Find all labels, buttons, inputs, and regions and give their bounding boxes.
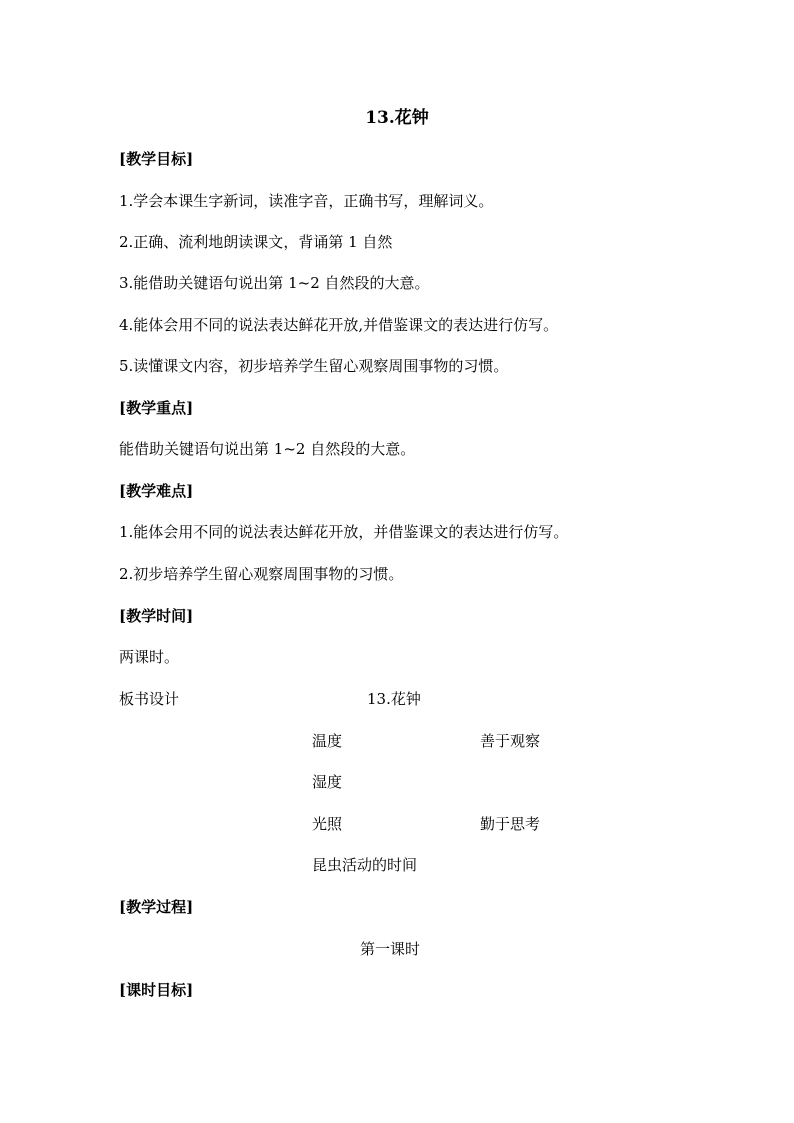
board-left-item: 湿度 bbox=[312, 773, 343, 791]
key-points-heading: [教学重点] bbox=[119, 399, 194, 417]
document-title: 13.花钟 bbox=[365, 108, 429, 128]
board-left-item: 温度 bbox=[312, 732, 343, 750]
lesson-objectives-heading: [课时目标] bbox=[119, 981, 194, 999]
process-heading: [教学过程] bbox=[119, 898, 194, 916]
board-left-item: 光照 bbox=[312, 815, 343, 833]
board-title: 13.花钟 bbox=[367, 690, 421, 708]
board-left-item: 昆虫活动的时间 bbox=[312, 856, 418, 874]
objective-item-5: 5.读懂课文内容，初步培养学生留心观察周围事物的习惯。 bbox=[119, 357, 509, 375]
difficulty-item-1: 1.能体会用不同的说法表达鲜花开放，并借鉴课文的表达进行仿写。 bbox=[119, 523, 569, 541]
key-points-text: 能借助关键语句说出第 1~2 自然段的大意。 bbox=[119, 440, 416, 458]
objective-item-4: 4.能体会用不同的说法表达鲜花开放,并借鉴课文的表达进行仿写。 bbox=[119, 316, 559, 334]
difficulty-item-2: 2.初步培养学生留心观察周围事物的习惯。 bbox=[119, 565, 404, 583]
board-right-item: 善于观察 bbox=[480, 732, 541, 750]
board-right-item: 勤于思考 bbox=[480, 815, 541, 833]
objective-item-3: 3.能借助关键语句说出第 1~2 自然段的大意。 bbox=[119, 274, 430, 292]
difficulties-heading: [教学难点] bbox=[119, 482, 194, 500]
board-label: 板书设计 bbox=[119, 690, 180, 708]
objective-item-1: 1.学会本课生字新词，读准字音，正确书写，理解词义。 bbox=[119, 192, 494, 210]
objectives-heading: [教学目标] bbox=[119, 150, 194, 168]
time-heading: [教学时间] bbox=[119, 607, 194, 625]
lesson-one-title: 第一课时 bbox=[360, 940, 421, 958]
objective-item-2: 2.正确、流利地朗读课文，背诵第 1 自然 bbox=[119, 233, 393, 251]
time-text: 两课时。 bbox=[119, 648, 180, 666]
